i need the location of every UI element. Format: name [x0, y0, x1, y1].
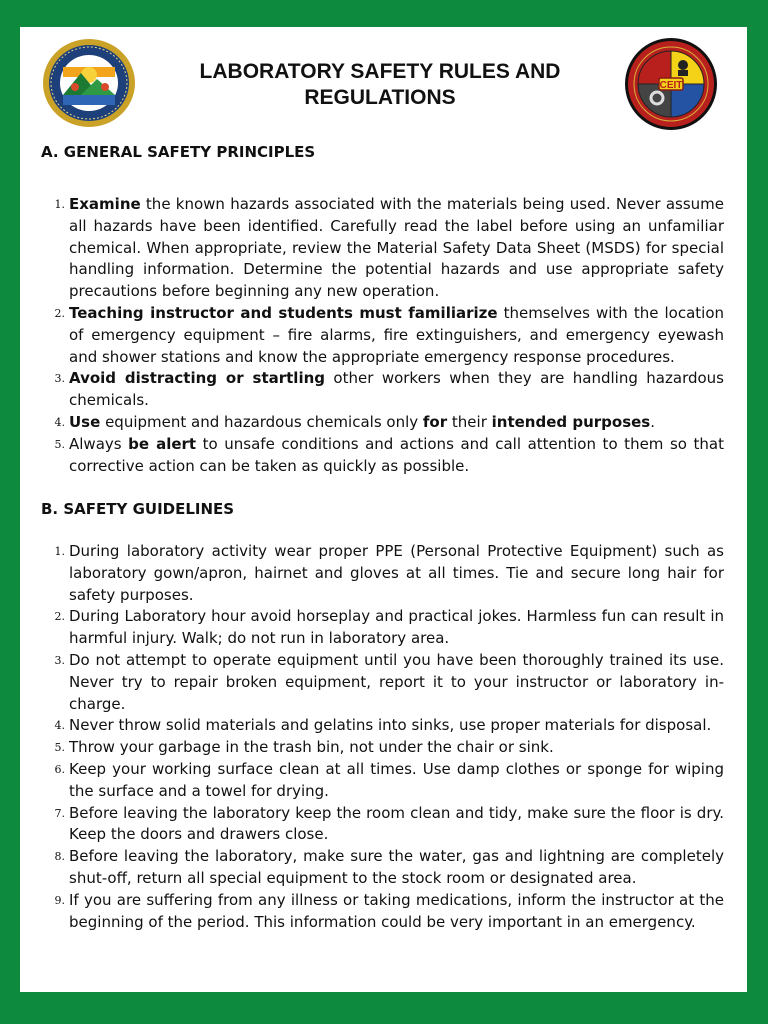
- item-emphasis: Avoid distracting or startling: [69, 369, 325, 388]
- list-item: [41, 890, 724, 934]
- item-emphasis: Teaching instructor and students must familiarize: [69, 303, 498, 322]
- list-item: [41, 606, 724, 650]
- item-text: to unsafe conditions and actions and call attention to them so that corrective action can be taken as quickly as possible.: [69, 434, 724, 475]
- item-emphasis: Examine: [69, 195, 141, 213]
- item-text: Never throw solid materials and gelatins into sinks, use proper materials for disposal.: [69, 716, 712, 735]
- list-item: [41, 434, 724, 478]
- list-item: [41, 194, 724, 303]
- item-text: Before leaving the laboratory, make sure the water, gas and lightning are completely shut-off, return all special equipment to the stock room or designated area.: [69, 847, 724, 887]
- item-text: Do not attempt to operate equipment until you have been thoroughly trained its use. Never try to repair broken equipment, report it to your instructor or laboratory in-charge.: [69, 650, 724, 713]
- list-item: [41, 803, 724, 847]
- list-item: [41, 541, 724, 606]
- item-text: Always: [69, 434, 129, 453]
- title-line-1: LABORATORY SAFETY RULES AND: [199, 60, 561, 83]
- item-number: 1.: [54, 198, 65, 211]
- list-item: [41, 650, 724, 715]
- item-text: Keep your working surface clean at all times. Use damp clothes or sponge for wiping the surface and a towel for drying.: [69, 759, 724, 800]
- list-item: [41, 846, 724, 890]
- item-emphasis: for: [422, 412, 448, 431]
- item-text: Before leaving the laboratory keep the room clean and tidy, make sure the floor is dry. Keep the doors and drawers close.: [69, 803, 724, 844]
- list-item: [41, 737, 724, 759]
- section-b-heading: B. SAFETY GUIDELINES: [41, 500, 235, 518]
- item-text: equipment and hazardous chemicals only: [100, 412, 423, 431]
- item-text: Throw your garbage in the trash bin, not under the chair or sink.: [69, 738, 554, 757]
- document-title: [140, 59, 620, 111]
- item-text: .: [650, 412, 656, 431]
- item-text: themselves with the location of emergency equipment – fire alarms, fire extinguishers, and emergency eyewash and shower stations and know the appropriate emergency response procedures.: [69, 303, 724, 366]
- item-number: 5.: [54, 741, 65, 755]
- item-number: 5.: [54, 437, 65, 451]
- list-item: [41, 759, 724, 803]
- item-text: During laboratory activity wear proper PPE (Personal Protective Equipment) such as laboratory gown/apron, hairnet and gloves at all times. Tie and secure long hair for safety purposes.: [69, 542, 724, 604]
- list-item: [41, 412, 724, 434]
- item-number: 2.: [54, 610, 65, 624]
- item-text: If you are suffering from any illness or taking medications, inform the instructor at the beginning of the period. This information could be very important in an emergency.: [69, 890, 724, 931]
- item-number: 3.: [54, 372, 65, 386]
- item-number: 8.: [54, 850, 65, 864]
- title-line-2: REGULATIONS: [304, 86, 456, 109]
- list-item: [41, 368, 724, 412]
- item-number: 4.: [54, 719, 65, 733]
- item-number: 2.: [54, 306, 65, 320]
- item-number: 6.: [54, 762, 65, 776]
- item-emphasis: Use: [69, 412, 101, 431]
- safety-guidelines-list: [41, 541, 724, 933]
- item-number: 7.: [54, 806, 65, 820]
- item-emphasis: intended purposes: [491, 412, 651, 431]
- item-number: 4.: [54, 415, 65, 429]
- item-emphasis: be alert: [128, 434, 197, 453]
- list-item: [41, 715, 724, 737]
- ceit-logo-text: CEIT: [659, 80, 683, 91]
- college-seal-logo: [41, 37, 137, 129]
- item-text: During Laboratory hour avoid horseplay and practical jokes. Harmless fun can result in harmful injury. Walk; do not run in laboratory area.: [69, 607, 724, 648]
- document-page: [20, 27, 747, 992]
- item-number: 9.: [54, 893, 65, 907]
- item-text: the known hazards associated with the materials being used. Never assume all hazards have been identified. Carefully read the label before using an unfamiliar chemical. When appropriate, review the Material Safety Data Sheet (MSDS) for special handling information. Determine the potential hazards and use appropriate safety precautions before beginning any new operation.: [69, 195, 724, 301]
- general-safety-principles-list: [41, 194, 724, 477]
- item-text: their: [447, 412, 492, 431]
- list-item: [41, 303, 724, 368]
- section-a-heading: A. GENERAL SAFETY PRINCIPLES: [41, 143, 316, 161]
- ceit-logo: [623, 38, 719, 130]
- item-text: other workers when they are handling hazardous chemicals.: [69, 369, 724, 410]
- item-number: 1.: [54, 545, 65, 558]
- item-number: 3.: [54, 653, 65, 667]
